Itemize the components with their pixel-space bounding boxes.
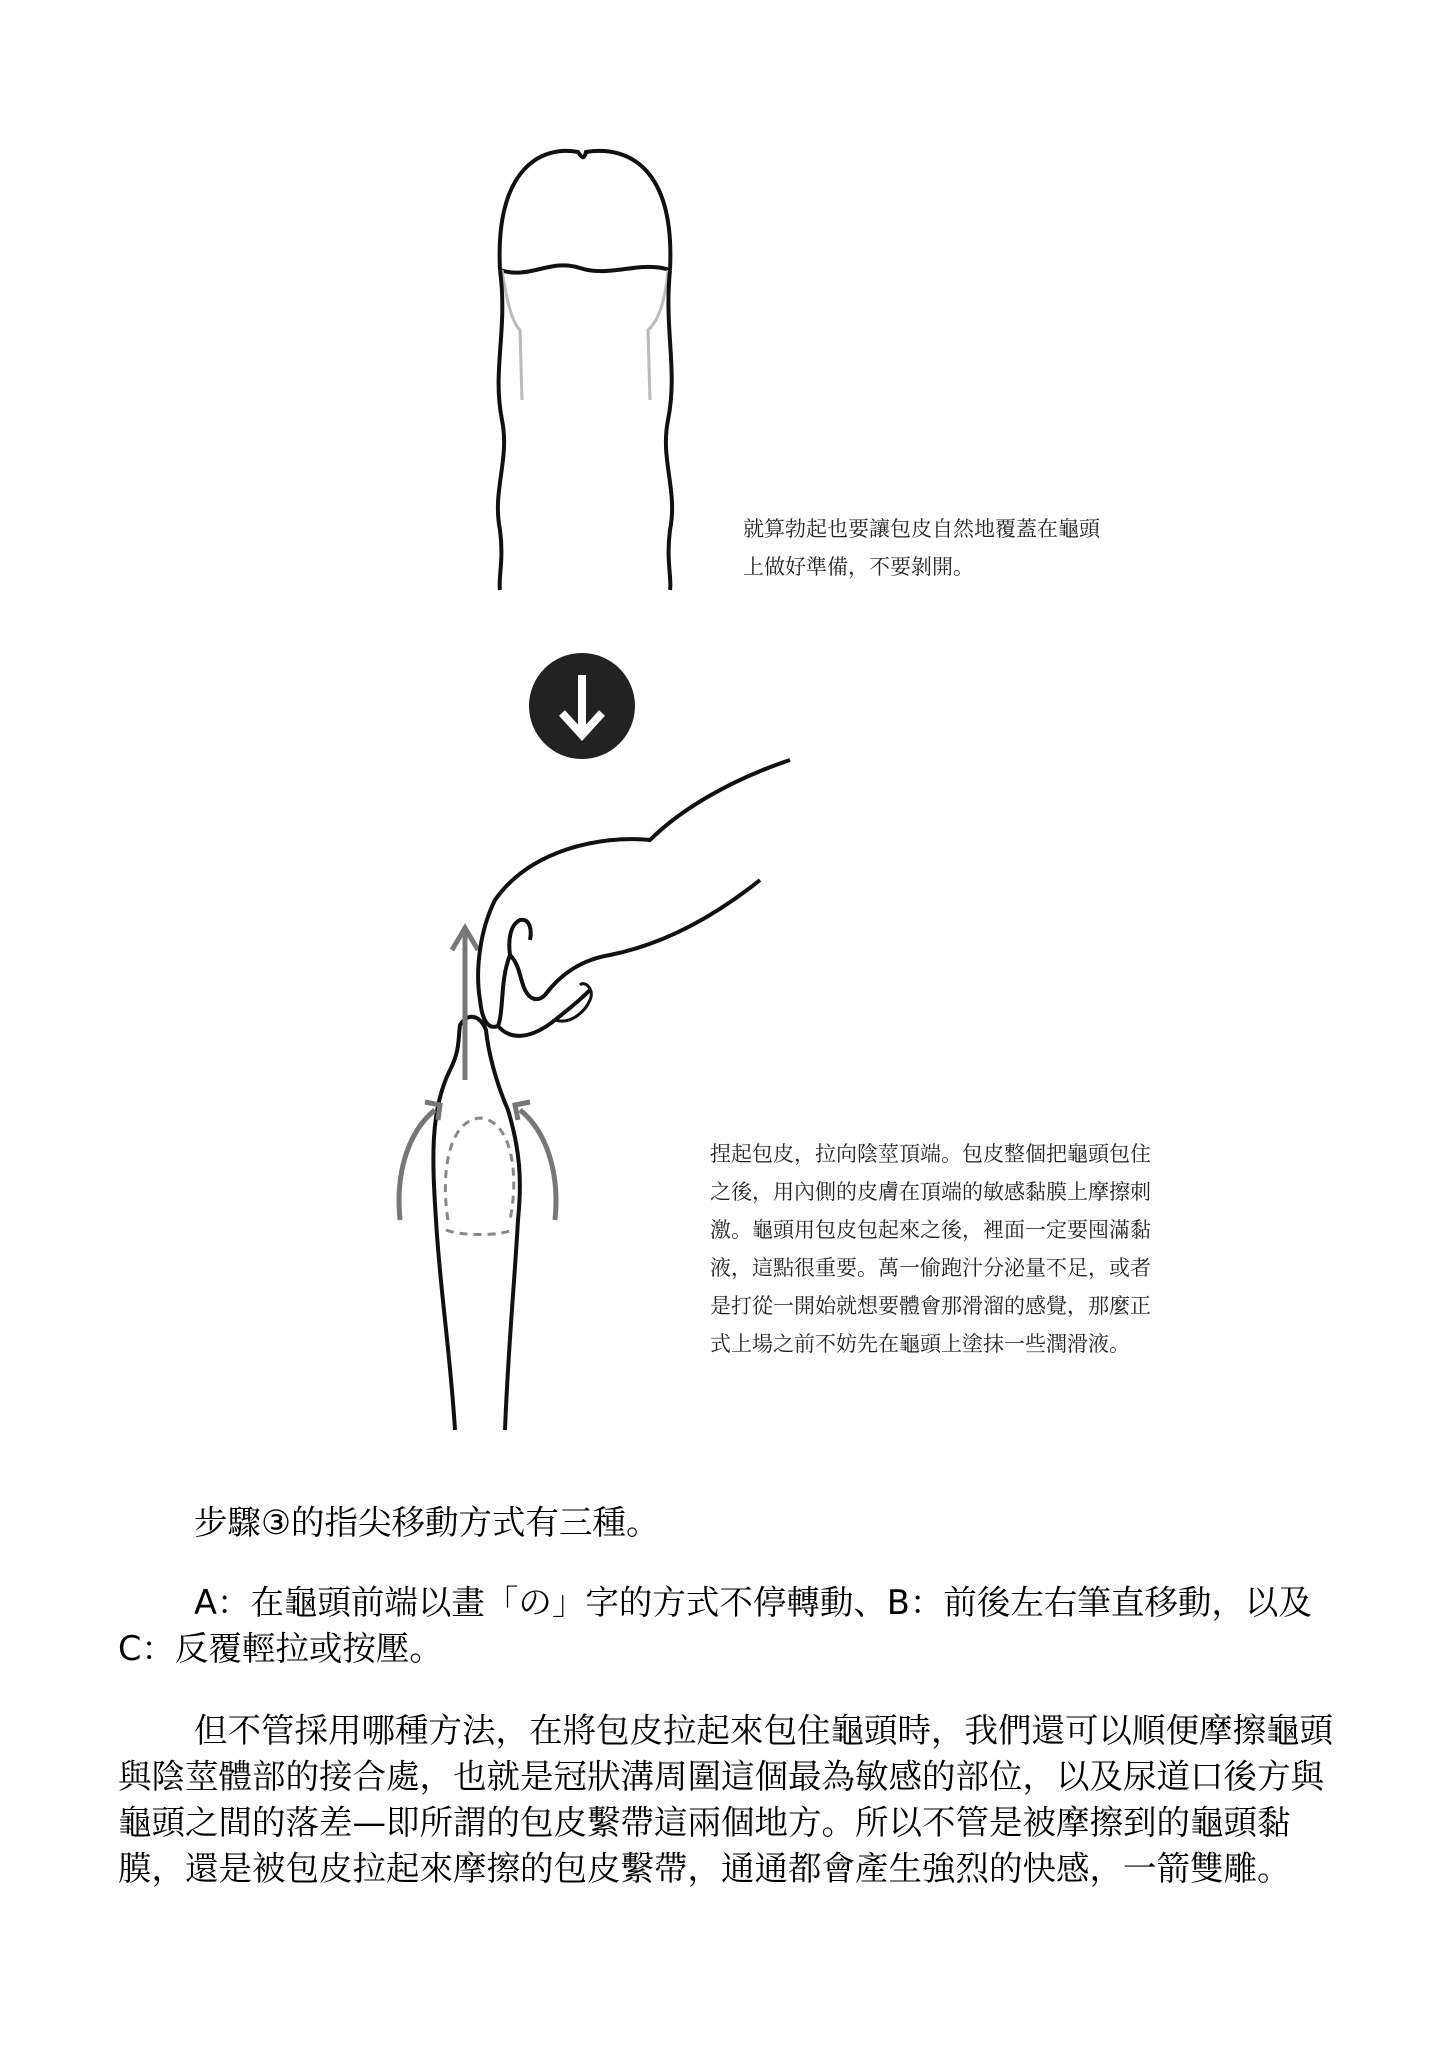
caption-line: 是打從一開始就想要體會那滑溜的感覺，那麼正 — [710, 1294, 1151, 1318]
caption-line: 上做好準備，不要剝開。 — [743, 555, 974, 579]
caption-line: 式上場之前不妨先在龜頭上塗抹一些潤滑液。 — [710, 1332, 1130, 1356]
down-arrow-circle-icon — [529, 653, 635, 759]
paragraph: 步驟③的指尖移動方式有三種。 — [194, 1503, 660, 1542]
paragraph: 但不管採用哪種方法，在將包皮拉起來包住龜頭時，我們還可以順便摩擦龜頭與陰莖體部的接合處，也就是冠狀溝周圍這個最為敏感的部位，以及尿道口後方與龜頭之間的落差—即所謂的包皮繫帶這兩個地方。所以不管是被摩擦到的龜頭黏膜，還是被包皮拉起來摩擦的包皮繫帶，通通都會產生強烈的快感，一箭雙雕。 — [118, 1711, 1333, 1888]
caption-line: 激。龜頭用包皮包起來之後，裡面一定要囤滿黏 — [710, 1218, 1151, 1242]
caption-line: 液，這點很重要。萬一偷跑汁分泌量不足，或者 — [710, 1256, 1151, 1280]
figure2-caption — [710, 1135, 1151, 1363]
figure1-caption — [743, 510, 1100, 586]
body-text — [118, 1500, 1338, 1892]
illustration-covered-glans — [480, 130, 690, 600]
caption-line: 捏起包皮，拉向陰莖頂端。包皮整個把龜頭包住 — [710, 1142, 1151, 1166]
caption-line: 就算勃起也要讓包皮自然地覆蓋在龜頭 — [743, 517, 1100, 541]
caption-line: 之後，用內側的皮膚在頂端的敏感黏膜上摩擦刺 — [710, 1180, 1151, 1204]
paragraph: A：在龜頭前端以畫「の」字的方式不停轉動、B：前後左右筆直移動，以及C：反覆輕拉或按壓。 — [118, 1583, 1312, 1668]
